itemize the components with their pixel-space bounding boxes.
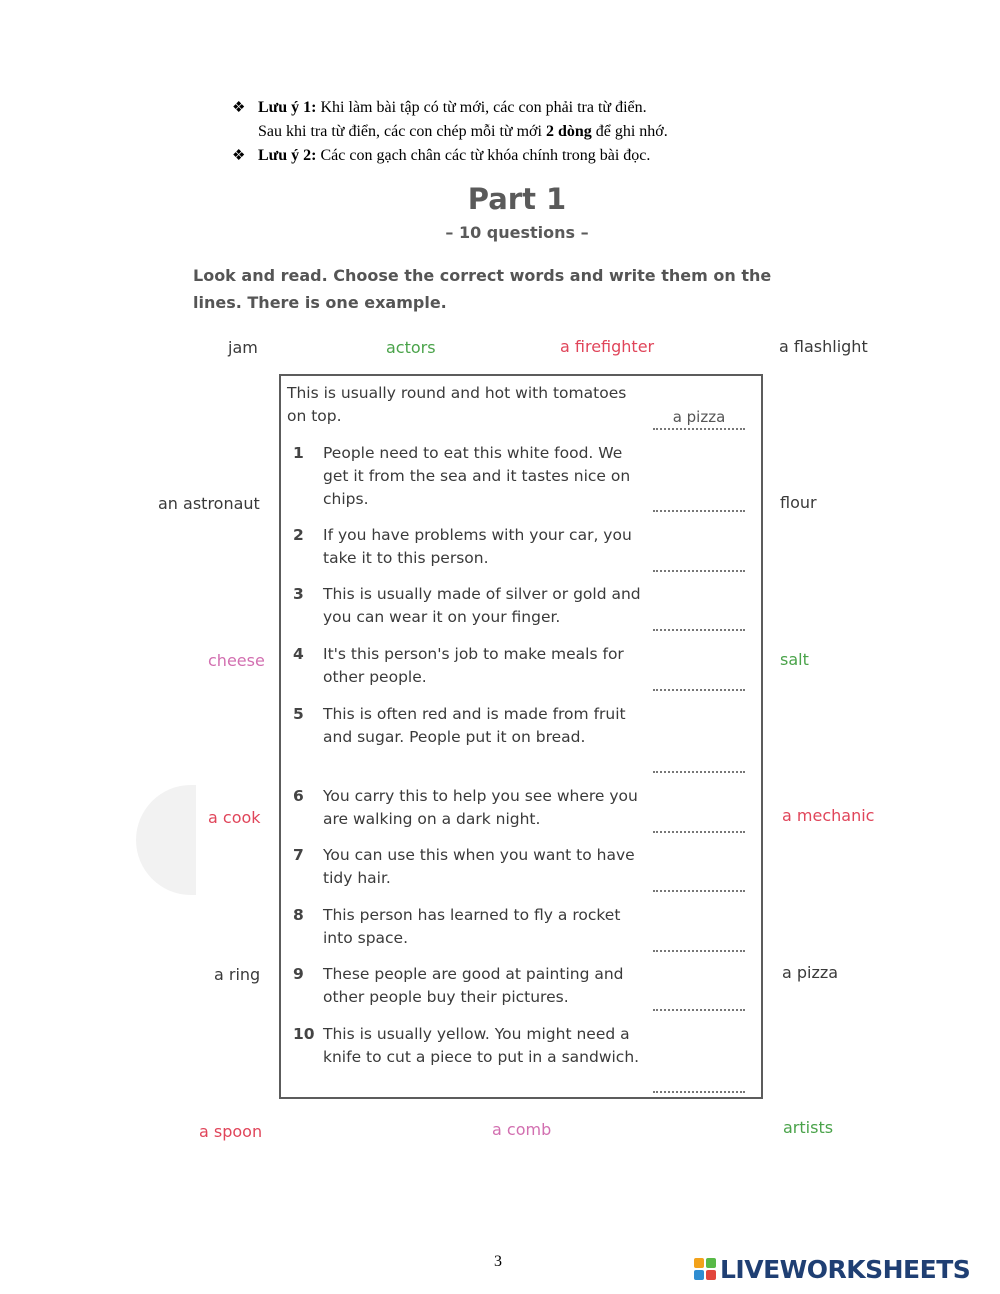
question-number: 6 <box>293 787 304 805</box>
note-1-line2-bold: 2 dòng <box>545 123 592 140</box>
note-2-label: Lưu ý 2: <box>258 147 317 164</box>
page-number: 3 <box>494 1253 502 1270</box>
question-number: 7 <box>293 846 304 864</box>
word-cheese: cheese <box>208 651 265 670</box>
answer-line[interactable] <box>653 868 745 892</box>
example-text: This is usually round and hot with tomatoes on top. <box>287 384 627 425</box>
question-text: These people are good at painting and other people buy their pictures. <box>323 965 624 1006</box>
answer-line[interactable] <box>653 928 745 952</box>
answer-line[interactable] <box>653 667 745 691</box>
word-a-flashlight: a flashlight <box>779 337 868 356</box>
page-subtitle: – 10 questions – <box>445 223 589 242</box>
question-number: 4 <box>293 645 304 663</box>
instruction-text: Look and read. Choose the correct words and write them on the lines. There is one example. <box>193 266 772 312</box>
question-text: People need to eat this white food. We get it from the sea and it tastes nice on chips. <box>323 444 631 508</box>
example-answer: a pizza <box>653 406 745 430</box>
word-actors: actors <box>386 338 436 357</box>
decorative-shape <box>136 785 196 895</box>
logo-grid-icon <box>694 1258 716 1280</box>
question-text: You carry this to help you see where you are walking on a dark night. <box>323 787 638 828</box>
question-number: 3 <box>293 585 304 603</box>
question-text: You can use this when you want to have tidy hair. <box>323 846 635 887</box>
answer-line[interactable] <box>653 488 745 512</box>
note-2 <box>232 144 852 168</box>
question-text: It's this person's job to make meals for other people. <box>323 645 624 686</box>
diamond-bullet-icon: ❖ <box>232 148 246 164</box>
answer-line[interactable] <box>653 548 745 572</box>
note-1 <box>232 96 852 144</box>
question-number: 1 <box>293 444 304 462</box>
answer-line[interactable] <box>653 1069 745 1093</box>
word-a-firefighter: a firefighter <box>560 337 655 356</box>
note-1-text: Khi làm bài tập có từ mới, các con phải tra từ điển. <box>316 99 647 116</box>
question-text: If you have problems with your car, you take it to this person. <box>323 526 632 567</box>
word-a-spoon: a spoon <box>199 1122 263 1141</box>
question-box <box>279 374 763 1099</box>
word-a-pizza: a pizza <box>782 963 839 982</box>
question-number: 2 <box>293 526 304 544</box>
answer-line[interactable] <box>653 809 745 833</box>
question-text: This is usually yellow. You might need a knife to cut a piece to put in a sandwich. <box>323 1025 640 1066</box>
question-text: This person has learned to fly a rocket into space. <box>323 906 621 947</box>
question-number: 10 <box>293 1025 315 1043</box>
word-jam: jam <box>228 338 258 357</box>
word-an-astronaut: an astronaut <box>158 494 260 513</box>
word-artists: artists <box>783 1118 834 1137</box>
note-1-line2-pre: Sau khi tra từ điển, các con chép mỗi từ mới <box>258 123 546 140</box>
word-flour: flour <box>780 493 817 512</box>
notes-section <box>232 96 852 168</box>
question-number: 5 <box>293 705 304 723</box>
diamond-bullet-icon: ❖ <box>232 100 246 116</box>
question-text: This is usually made of silver or gold and you can wear it on your finger. <box>323 585 641 626</box>
question-number: 9 <box>293 965 304 983</box>
answer-line[interactable] <box>653 749 745 773</box>
word-a-mechanic: a mechanic <box>782 806 875 825</box>
question-text: This is often red and is made from fruit and sugar. People put it on bread. <box>323 705 626 746</box>
answer-line[interactable] <box>653 607 745 631</box>
note-1-line2-post: để ghi nhớ. <box>591 123 668 140</box>
logo-text: LIVEWORKSHEETS <box>720 1254 971 1284</box>
word-salt: salt <box>780 650 809 669</box>
liveworksheets-logo[interactable] <box>694 1254 970 1284</box>
word-a-comb: a comb <box>492 1120 552 1139</box>
note-1-label: Lưu ý 1: <box>258 99 317 116</box>
word-a-cook: a cook <box>208 808 261 827</box>
question-number: 8 <box>293 906 304 924</box>
answer-line[interactable] <box>653 987 745 1011</box>
note-2-text: Các con gạch chân các từ khóa chính trong bài đọc. <box>316 147 651 164</box>
word-a-ring: a ring <box>214 965 261 984</box>
page-title: Part 1 <box>467 182 567 216</box>
